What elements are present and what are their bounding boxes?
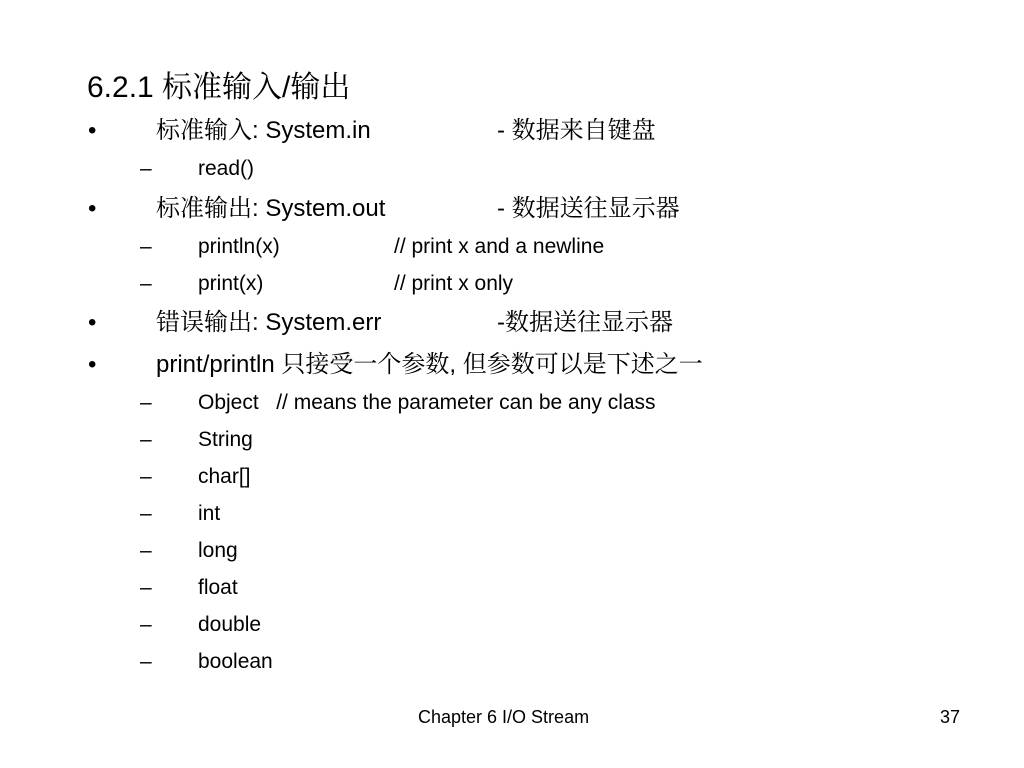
sub-bullet-text: double [198,613,262,636]
sub-bullet-marker: – [140,428,152,451]
bullet-note: -数据送往显示器 [497,309,673,336]
sub-bullet-text: Object // means the parameter can be any class [198,391,656,414]
sub-bullet-text: println(x) [198,235,280,258]
sub-bullet-marker: – [140,650,152,673]
sub-bullet-text: char[] [198,465,251,488]
sub-bullet-marker: – [140,465,152,488]
footer-page-number: 37 [940,707,961,727]
sub-bullet-text: long [198,539,238,562]
sub-bullet-marker: – [140,391,152,414]
sub-bullet-text: String [198,428,253,451]
sub-bullet-marker: – [140,235,152,258]
sub-bullet-text: boolean [198,650,273,673]
sub-bullet-text: int [198,502,221,525]
bullet-marker: • [88,309,97,336]
sub-bullet-marker: – [140,576,152,599]
bullet-marker: • [88,351,97,378]
sub-bullet-marker: – [140,157,152,180]
sub-bullet-marker: – [140,539,152,562]
bullet-note: - 数据来自键盘 [497,117,656,144]
bullet-text: print/println 只接受一个参数, 但参数可以是下述之一 [156,351,703,378]
sub-bullet-marker: – [140,613,152,636]
slide-title: 6.2.1 标准输入/输出 [87,71,351,104]
sub-bullet-note: // print x only [394,272,514,295]
sub-bullet-text: read() [198,157,255,180]
sub-bullet-text: print(x) [198,272,264,295]
bullet-text: 标准输入: System.in [156,117,371,144]
footer-chapter: Chapter 6 I/O Stream [418,707,590,727]
bullet-text: 标准输出: System.out [156,195,386,222]
bullet-note: - 数据送往显示器 [497,195,680,222]
sub-bullet-note: // print x and a newline [394,235,605,258]
sub-bullet-marker: – [140,502,152,525]
bullet-text: 错误输出: System.err [156,309,382,336]
bullet-marker: • [88,195,97,222]
sub-bullet-marker: – [140,272,152,295]
sub-bullet-text: float [198,576,238,599]
bullet-marker: • [88,117,97,144]
